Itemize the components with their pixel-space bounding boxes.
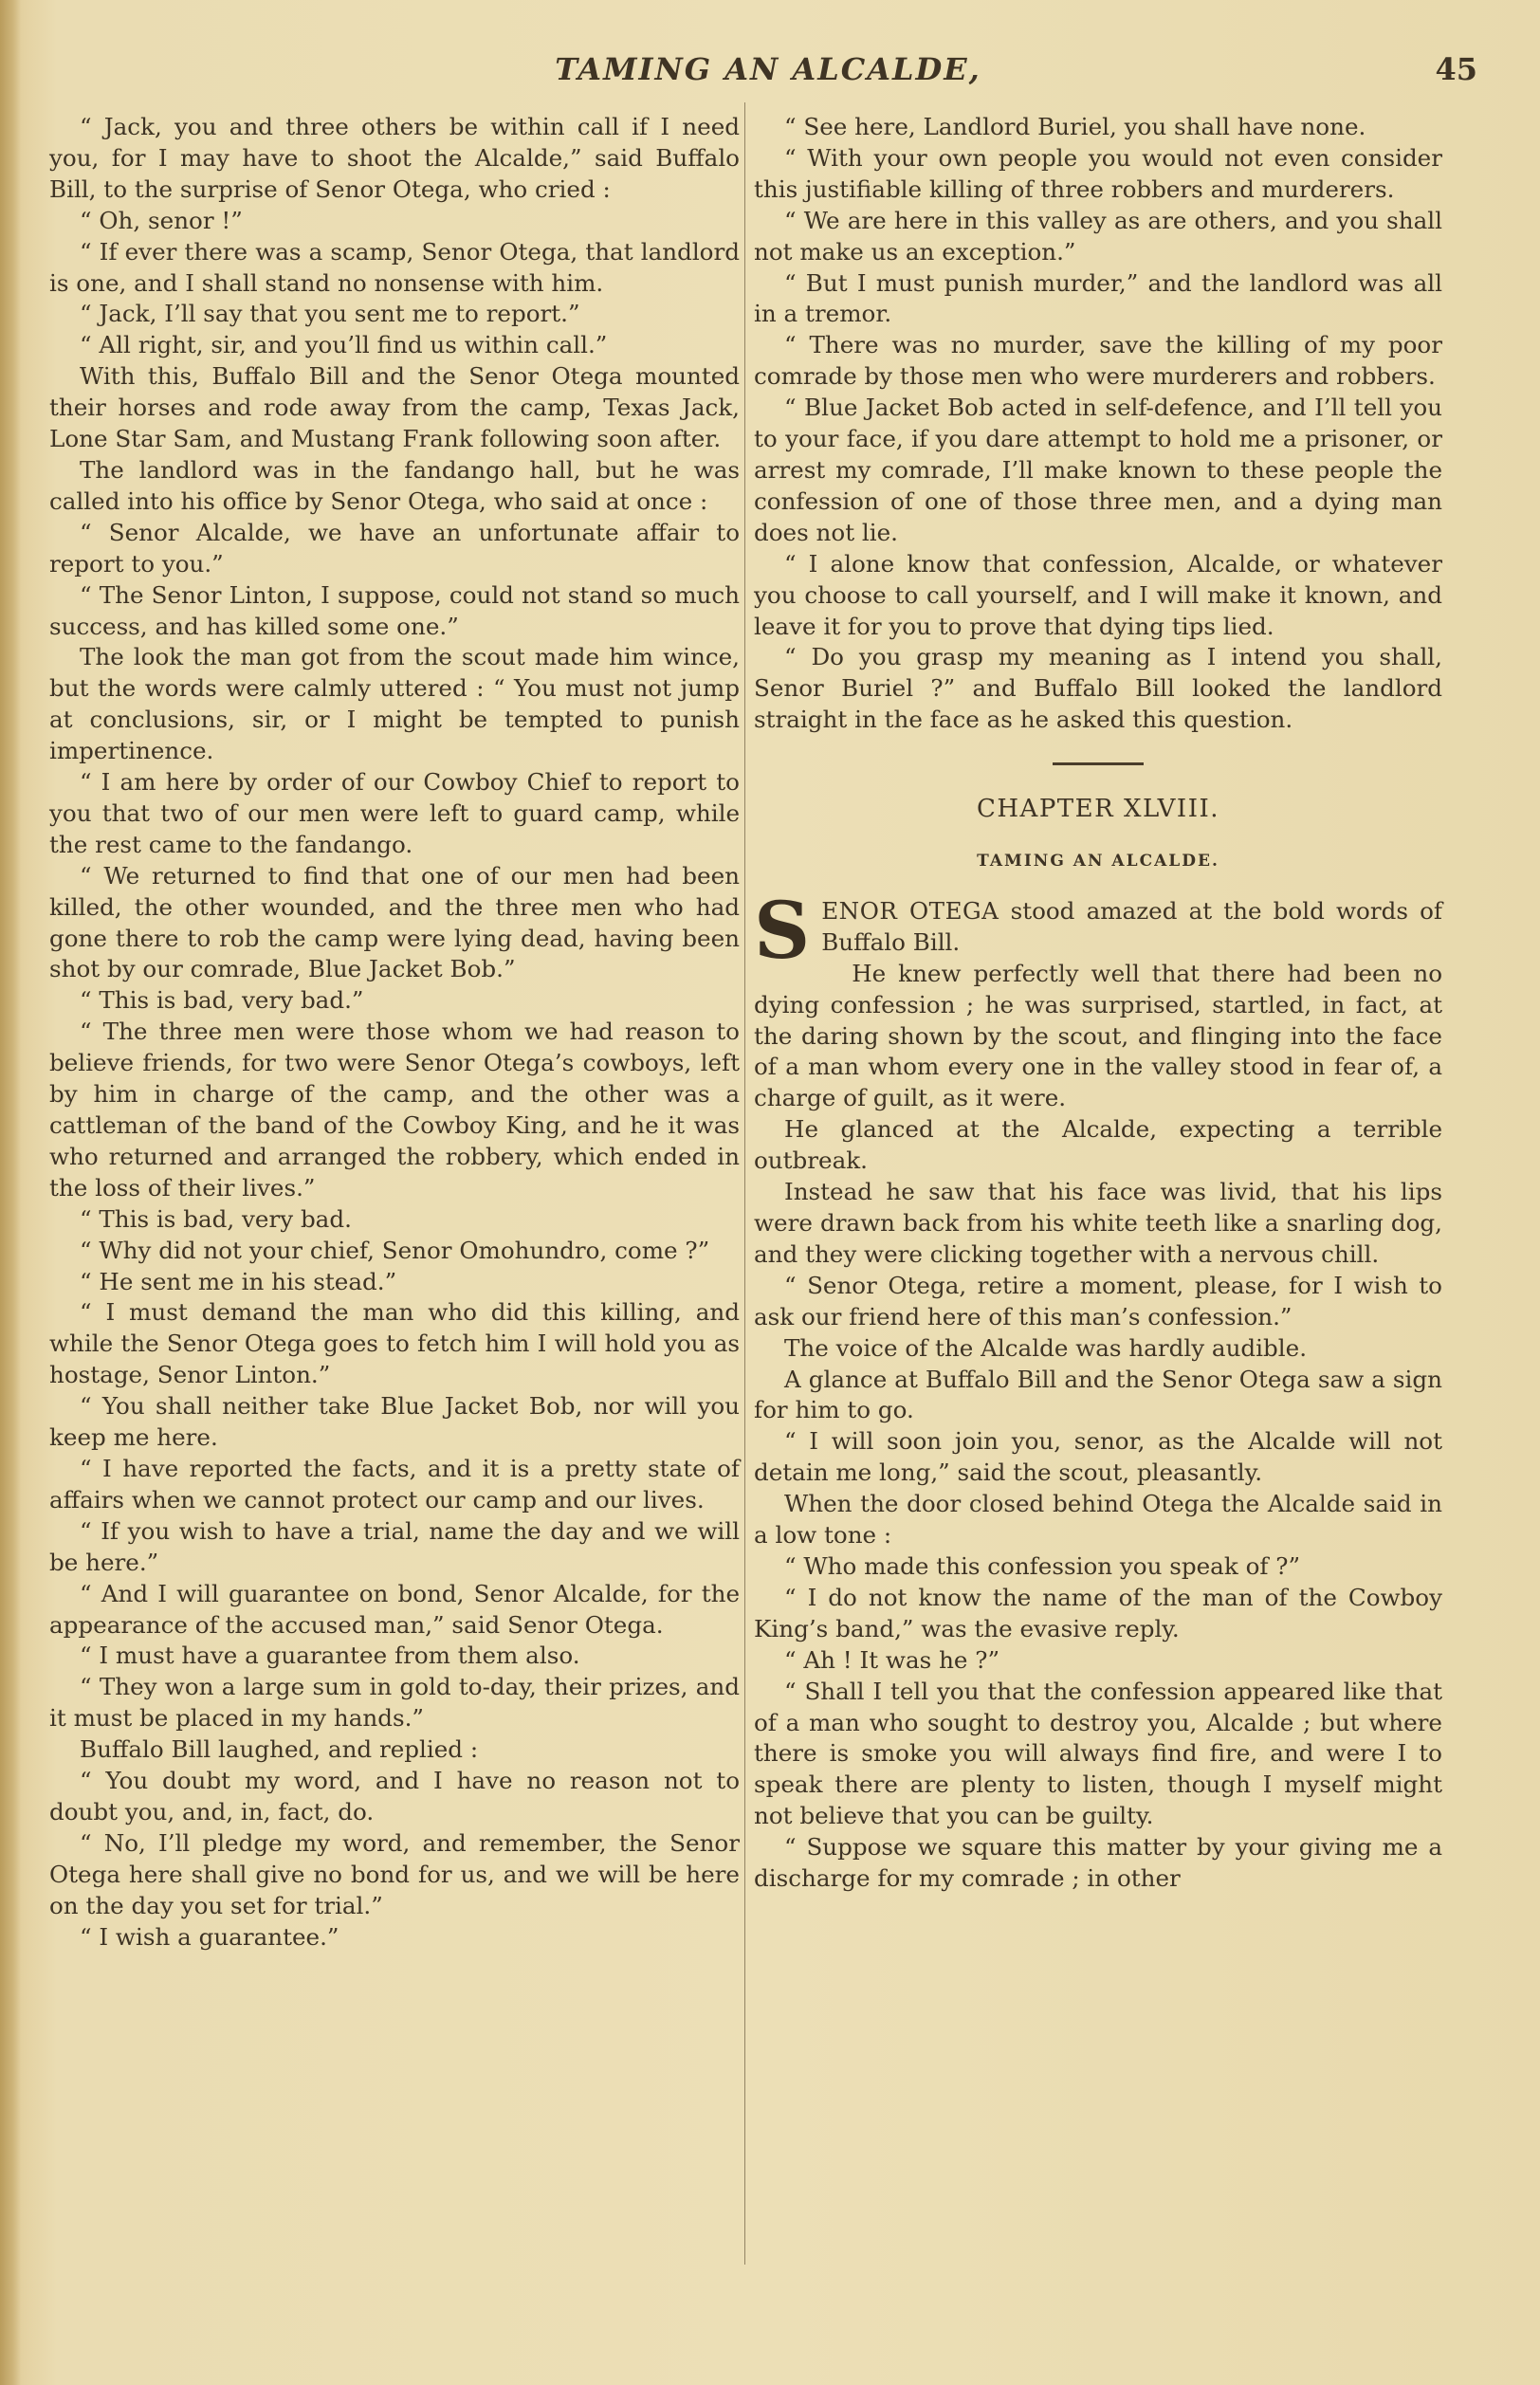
paragraph: The look the man got from the scout made him wince, but the words were calmly uttered : “ You must not jump at conclusions, sir, or I might be tempted to punish impertinence. (49, 643, 740, 765)
paragraph: “ No, I’ll pledge my word, and remember, the Senor Otega here shall give no bond for us, and we will be here on the day you set for trial.” (49, 1828, 740, 1919)
paragraph: He glanced at the Alcalde, expecting a terrible outbreak. (754, 1115, 1442, 1175)
paragraph: “ I will soon join you, senor, as the Alcalde will not detain me long,” said the scout, pleasantly. (754, 1427, 1442, 1487)
paragraph: “ But I must punish murder,” and the landlord was all in a tremor. (754, 268, 1442, 328)
paragraph: A glance at Buffalo Bill and the Senor Otega saw a sign for him to go. (754, 1365, 1442, 1424)
paragraph: “ If ever there was a scamp, Senor Otega, that landlord is one, and I shall stand no nonsense with him. (49, 237, 740, 297)
running-title: TAMING AN ALCALDE, (555, 51, 981, 87)
paragraph: The voice of the Alcalde was hardly audible. (784, 1333, 1308, 1362)
paragraph: “ Senor Otega, retire a moment, please, for I wish to ask our friend here of this man’s confession.” (754, 1271, 1442, 1330)
paragraph: “ I must demand the man who did this killing, and while the Senor Otega goes to fetch him I will hold you as hostage, Senor Linton.” (49, 1298, 740, 1389)
paragraph: “ Senor Alcalde, we have an unfortunate affair to report to you.” (49, 518, 740, 578)
paragraph: “ I am here by order of our Cowboy Chief to report to you that two of our men were left to guard camp, while the rest came to the fandango. (49, 768, 740, 858)
paragraph: “ See here, Landlord Buriel, you shall have none. (784, 113, 1366, 140)
paragraph: “ This is bad, very bad. (80, 1204, 352, 1233)
paragraph: “ Suppose we square this matter by your giving me a discharge for my comrade ; in other (754, 1833, 1442, 1893)
paragraph: Instead he saw that his face was livid, that his lips were drawn back from his white teeth like a snarling dog, and they were clicking together with a nervous chill. (754, 1178, 1442, 1268)
paragraph: Buffalo Bill laughed, and replied : (80, 1735, 479, 1764)
paragraph: “ I alone know that confession, Alcalde, or whatever you choose to call yourself, and I will make it known, and leave it for you to prove that dying tips lied. (754, 549, 1442, 640)
opening-small-caps: ENOR OTEGA (821, 896, 999, 925)
paragraph: “ Shall I tell you that the confession appeared like that of a man who sought to destroy you, Alcalde ; but where there is smoke you will always find fire, and were I to speak there are plenty to listen, though I myself might not believe that you can be guilty. (754, 1677, 1442, 1830)
paragraph: “ Jack, you and three others be within call if I need you, for I may have to shoot the Alcalde,” said Buffalo Bill, to the surprise of Senor Otega, who cried : (49, 113, 740, 203)
paragraph: “ Do you grasp my meaning as I intend you shall, Senor Buriel ?” and Buffalo Bill looked the landlord straight in the face as he asked this question. (754, 643, 1442, 734)
paragraph: “ There was no murder, save the killing of my poor comrade by those men who were murderers and robbers. (754, 331, 1442, 391)
opening-text: stood amazed at the bold words of Buffalo Bill. (821, 896, 1442, 956)
paragraph: “ I must have a guarantee from them also. (80, 1642, 580, 1670)
chapter-divider-rule (1053, 762, 1144, 765)
paragraph: “ They won a large sum in gold to-day, their prizes, and it must be placed in my hands.” (49, 1673, 740, 1733)
paragraph: “ I have reported the facts, and it is a pretty state of affairs when we cannot protect our camp and our lives. (49, 1454, 740, 1514)
paragraph: He knew perfectly well that there had been no dying confession ; he was surprised, startled, in fact, at the daring shown by the scout, and flinging into the face of a man whom every one in the valley stood in fear of, a charge of guilt, as it were. (754, 959, 1442, 1112)
paragraph: “ Oh, senor !” (80, 206, 243, 234)
paragraph: “ Why did not your chief, Senor Omohundro, come ?” (80, 1236, 710, 1264)
paragraph: With this, Buffalo Bill and the Senor Otega mounted their horses and rode away from the camp, Texas Jack, Lone Star Sam, and Mustang Frank following soon after. (49, 362, 740, 453)
page-number: 45 (1435, 51, 1477, 87)
paragraph: “ All right, sir, and you’ll find us within call.” (80, 331, 608, 359)
paragraph: When the door closed behind Otega the Alcalde said in a low tone : (754, 1490, 1442, 1550)
chapter-opening-paragraph (754, 885, 1442, 977)
column-divider (744, 102, 745, 2265)
paragraph: “ Ah ! It was he ?” (784, 1645, 1000, 1674)
paragraph: The landlord was in the fandango hall, but he was called into his office by Senor Otega, who said at once : (49, 455, 740, 515)
paragraph: “ We are here in this valley as are others, and you shall not make us an exception.” (754, 206, 1442, 266)
page-spine-edge (0, 0, 21, 2385)
paragraph: “ With your own people you would not even consider this justifiable killing of three robbers and murderers. (754, 143, 1442, 203)
paragraph: “ He sent me in his stead.” (80, 1267, 397, 1295)
paragraph: “ This is bad, very bad.” (80, 986, 364, 1015)
paragraph: “ You doubt my word, and I have no reason not to doubt you, and, in, fact, do. (49, 1767, 740, 1825)
paragraph: “ And I will guarantee on bond, Senor Alcalde, for the appearance of the accused man,” said Senor Otega. (49, 1579, 740, 1639)
chapter-heading: CHAPTER XLVIII. (976, 795, 1220, 824)
paragraph: “ Who made this confession you speak of ?” (784, 1551, 1301, 1580)
paragraph: “ Blue Jacket Bob acted in self-defence, and I’ll tell you to your face, if you dare attempt to hold me a prisoner, or arrest my comrade, I’ll make known to these people the confession of one of those three men, and a dying man does not lie. (754, 394, 1442, 546)
paragraph: “ The three men were those whom we had reason to believe friends, for two were Senor Otega’s cowboys, left by him in charge of the camp, and the other was a cattleman of the band of the Cowboy King, and he it was who returned and arranged the robbery, which ended in the loss of their lives.” (49, 1018, 740, 1202)
paragraph: “ I do not know the name of the man of the Cowboy King’s band,” was the evasive reply. (754, 1583, 1442, 1642)
paragraph: “ Jack, I’ll say that you sent me to report.” (80, 300, 580, 328)
chapter-subtitle: TAMING AN ALCALDE. (977, 852, 1219, 871)
paragraph: “ We returned to find that one of our men had been killed, the other wounded, and the three men who had gone there to rob the camp were lying dead, having been shot by our comrade, Blue Jacket Bob.” (49, 861, 740, 983)
right-column (754, 112, 1442, 1895)
paragraph: “ You shall neither take Blue Jacket Bob, nor will you keep me here. (49, 1392, 740, 1452)
paragraph: “ The Senor Linton, I suppose, could not stand so much success, and has killed some one.” (49, 580, 740, 640)
left-column (49, 112, 740, 1953)
drop-cap: S (754, 885, 811, 977)
paragraph: “ If you wish to have a trial, name the day and we will be here.” (49, 1516, 740, 1576)
paragraph: “ I wish a guarantee.” (80, 1922, 339, 1951)
page-header (38, 46, 1498, 93)
